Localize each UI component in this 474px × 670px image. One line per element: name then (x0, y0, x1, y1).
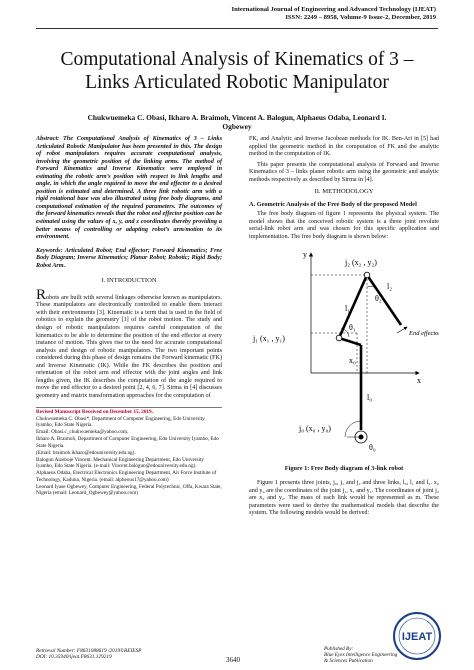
paragraph: The free body diagram of figure 1 represents the physical system. The model shows that the conceived robotic system is a three joint revolute serial-link robot arm and was chosen for this specific application and implementation. The free body diagram is shown below: (249, 211, 439, 241)
publisher-line-2: & Sciences Publication (324, 658, 373, 665)
paragraph: This paper presents the computational analysis of Forward and Inverse Kinematics of 3 – links planer robotic arm using the geometric and analytic methods respectively as described by Sirma in [4]. (249, 161, 439, 183)
label-l1: l₁ (345, 303, 351, 313)
figure-free-body-diagram (249, 245, 439, 463)
published-by: Published By: (324, 646, 354, 652)
subsection-heading: A. Geometric Analysis of the Free Body of the proposed Model (249, 200, 417, 208)
label-theta2: θ₂ (375, 293, 382, 303)
authors-line-2: Ogbewey (222, 122, 252, 131)
drop-cap: R (36, 286, 47, 303)
label-l0: l₀ (367, 392, 373, 402)
ijeat-logo (392, 611, 442, 661)
label-x0: x₀ (349, 355, 356, 365)
title-line-1: Computational Analysis of Kinematics of 3 – (60, 49, 414, 70)
keywords: Keywords: Articulated Robot; End effector; Forward Kinematics; Free Body Diagram; Inverse Kinematics; Planar Robot; Robotic; Rigid Body; Robot Arm. (36, 247, 222, 269)
intro-text: obots are built with several linkages otherwise known as manipulators. These manipulators are electronically controlled to enable them interact with their environments [3]. Kinematic is a term that is used in the field of robotics to explain the geometry [1] of the robot motion. The study and design of robotic manipulators requires careful computation of the kinematics to be able to determine the position of the end effector at every instance of motion. This gives rise to the need for accurate computational analysis and design of robotic manipulators. The two important points considered during this phase of design remains the Forward kinematic (FK) and Inverse Kinematic (IK). While the FK describes the position and orientation of the robot arm end effector with the joint angles and link lengths given, the IK describes the computation of the angle required to move the end effector to a desired point [2, 4, 6, 7]. Sirma in [4] discusses geometry and matrix transformation approaches for the computation of (36, 294, 222, 399)
left-column (36, 136, 222, 497)
header-rule (36, 28, 438, 29)
received-date: Revised Manuscript Received on December 15, 2019. (36, 408, 153, 415)
angle-arc-theta2 (367, 286, 375, 287)
link-l2 (367, 275, 401, 325)
label-theta0: θ₀ (369, 442, 376, 452)
paragraph: FK, and Analytic and Inverse Jacobean methods for IK. Ben-Ari in [5] had applied the geometric method in the computation of FK and the analytic method in the computation of IK. (249, 136, 439, 158)
footer-retrieval (36, 648, 141, 660)
y-axis-label: y (303, 249, 307, 259)
abstract: Abstract: The Computational Analysis of Kinematics of 3 – Links Articulated Robotic Manipulator has been presented in this. The design of robot manipulators requires accurate computational analysis, involving the geometric position of the linking arms. The method of Forward Kinematics and Inverse Kinematics were employed in estimating the robotic arm’s position with respect to link lengths and angle, in which the angle required to move the end effector to a desired position is estimated and determined. A three link robotic arm with a rigid rotational base was also illustrated using free body diagrams, and computational estimation of the required parameters. The outcomes of the forward kinematics reveals that the robot end effector position can be estimated using the values of x, y, and z coordinates thereby providing a better means of controlling or adapting robot’s arm/motion to its environment. (36, 136, 222, 241)
x-axis-label: x (417, 375, 421, 385)
author-footnotes (36, 407, 222, 497)
label-theta1: θ₁ (349, 322, 356, 332)
link-connector (339, 338, 361, 345)
title-line-2: Links Articulated Robotic Manipulator (85, 72, 389, 93)
footnote: (Email: braimoh.ikharo@edouniversity.edu.ng). (36, 449, 136, 456)
label-l2: l₂ (387, 281, 393, 291)
journal-issn: ISSN: 2249 – 8958, Volume-9 Issue-2, December, 2019 (285, 14, 436, 22)
end-effector-arrow (397, 327, 407, 333)
intro-paragraph (36, 286, 222, 401)
footnote: Email: Obasi.c_chukwuemeka@yahoo.com. (36, 429, 129, 436)
footer-publisher (324, 646, 397, 665)
label-j0: j₀ (x₀ , y₀) (299, 423, 331, 433)
footnote: Ikharo A. Braimoh, Department of Computer Engineering, Edo University Iyamho, Edo State Nigeria. (36, 436, 219, 449)
retrieval-number: Retrieval Number: F8631088619 /2019©BEIESP (36, 648, 142, 654)
journal-name: International Journal of Engineering and Advanced Technology (IJEAT) (231, 6, 436, 13)
paper-title (30, 48, 444, 94)
journal-header (232, 6, 437, 23)
doi: DOI: 10.35940/ijeat.F8631.129219 (36, 654, 112, 661)
section-heading-methodology: II. METHODOLOGY (314, 188, 374, 196)
figure-caption: Figure 1: Free Body diagram of 3-link robot (284, 464, 404, 472)
logo-text: IJEAT (401, 631, 433, 643)
footnote: Alphaeus Odaba, Electrical Electronics Engineering Department, Air Force Institute of Technology, Kaduna, Nigeria. (email: alpheous17@yahoo.com) (36, 470, 217, 483)
paragraph: Figure 1 presents three joints, j₀, j₁ and j₂ and three links, l₀, l₁ and l₂. x₀ and y₀ are the coordinates of the joint j₁, x₁ and y₁. The coordinates of joint j₂ are x₂ and y₂. The mass of each link would be represented as m. These parameters were used to derive the mathematical models that describe the system. The following models would be derived: (249, 480, 439, 517)
right-column (249, 136, 439, 521)
joint-j2 (364, 272, 370, 278)
section-heading-introduction: I. INTRODUCTION (101, 277, 157, 285)
publisher-line-1: Blue Eyes Intelligence Engineering (324, 652, 398, 659)
label-j1: j₁ (x₁ , y₁) (253, 333, 285, 343)
label-end-effector: End effector (409, 329, 439, 337)
label-j2: j₂ (x₂ , y₂) (345, 257, 377, 267)
free-body-diagram-svg (249, 245, 439, 463)
footnote: Chukwuemeka C. Obasi*, Department of Computer Engineering, Edo University Iyamho, Edo State Nigeria. (36, 415, 205, 428)
footnote: Balogun Aizeboje Vincent. Mechanical Engineering Department, Edo University Iyamho, Edo State Nigeria. (e-mail: Vincent.balogun@edouniversity.edu.ng). (36, 456, 204, 470)
joint-j1 (336, 335, 342, 341)
authors-line-1: Chukwuemeka C. Obasi, Ikharo A. Braimoh, Vincent A. Balogun, Alphaeus Odaba, Leonard I. (87, 113, 387, 122)
page-number: 3640 (226, 656, 240, 664)
author-list (36, 113, 438, 131)
footnote: Leonard Iyase Ogbewey, Computer Engineering, Federal Polytechnic, Offa, Kwara State, Nigeria (email: Leonard_Ogbewey@yahoo.com) (36, 483, 222, 496)
